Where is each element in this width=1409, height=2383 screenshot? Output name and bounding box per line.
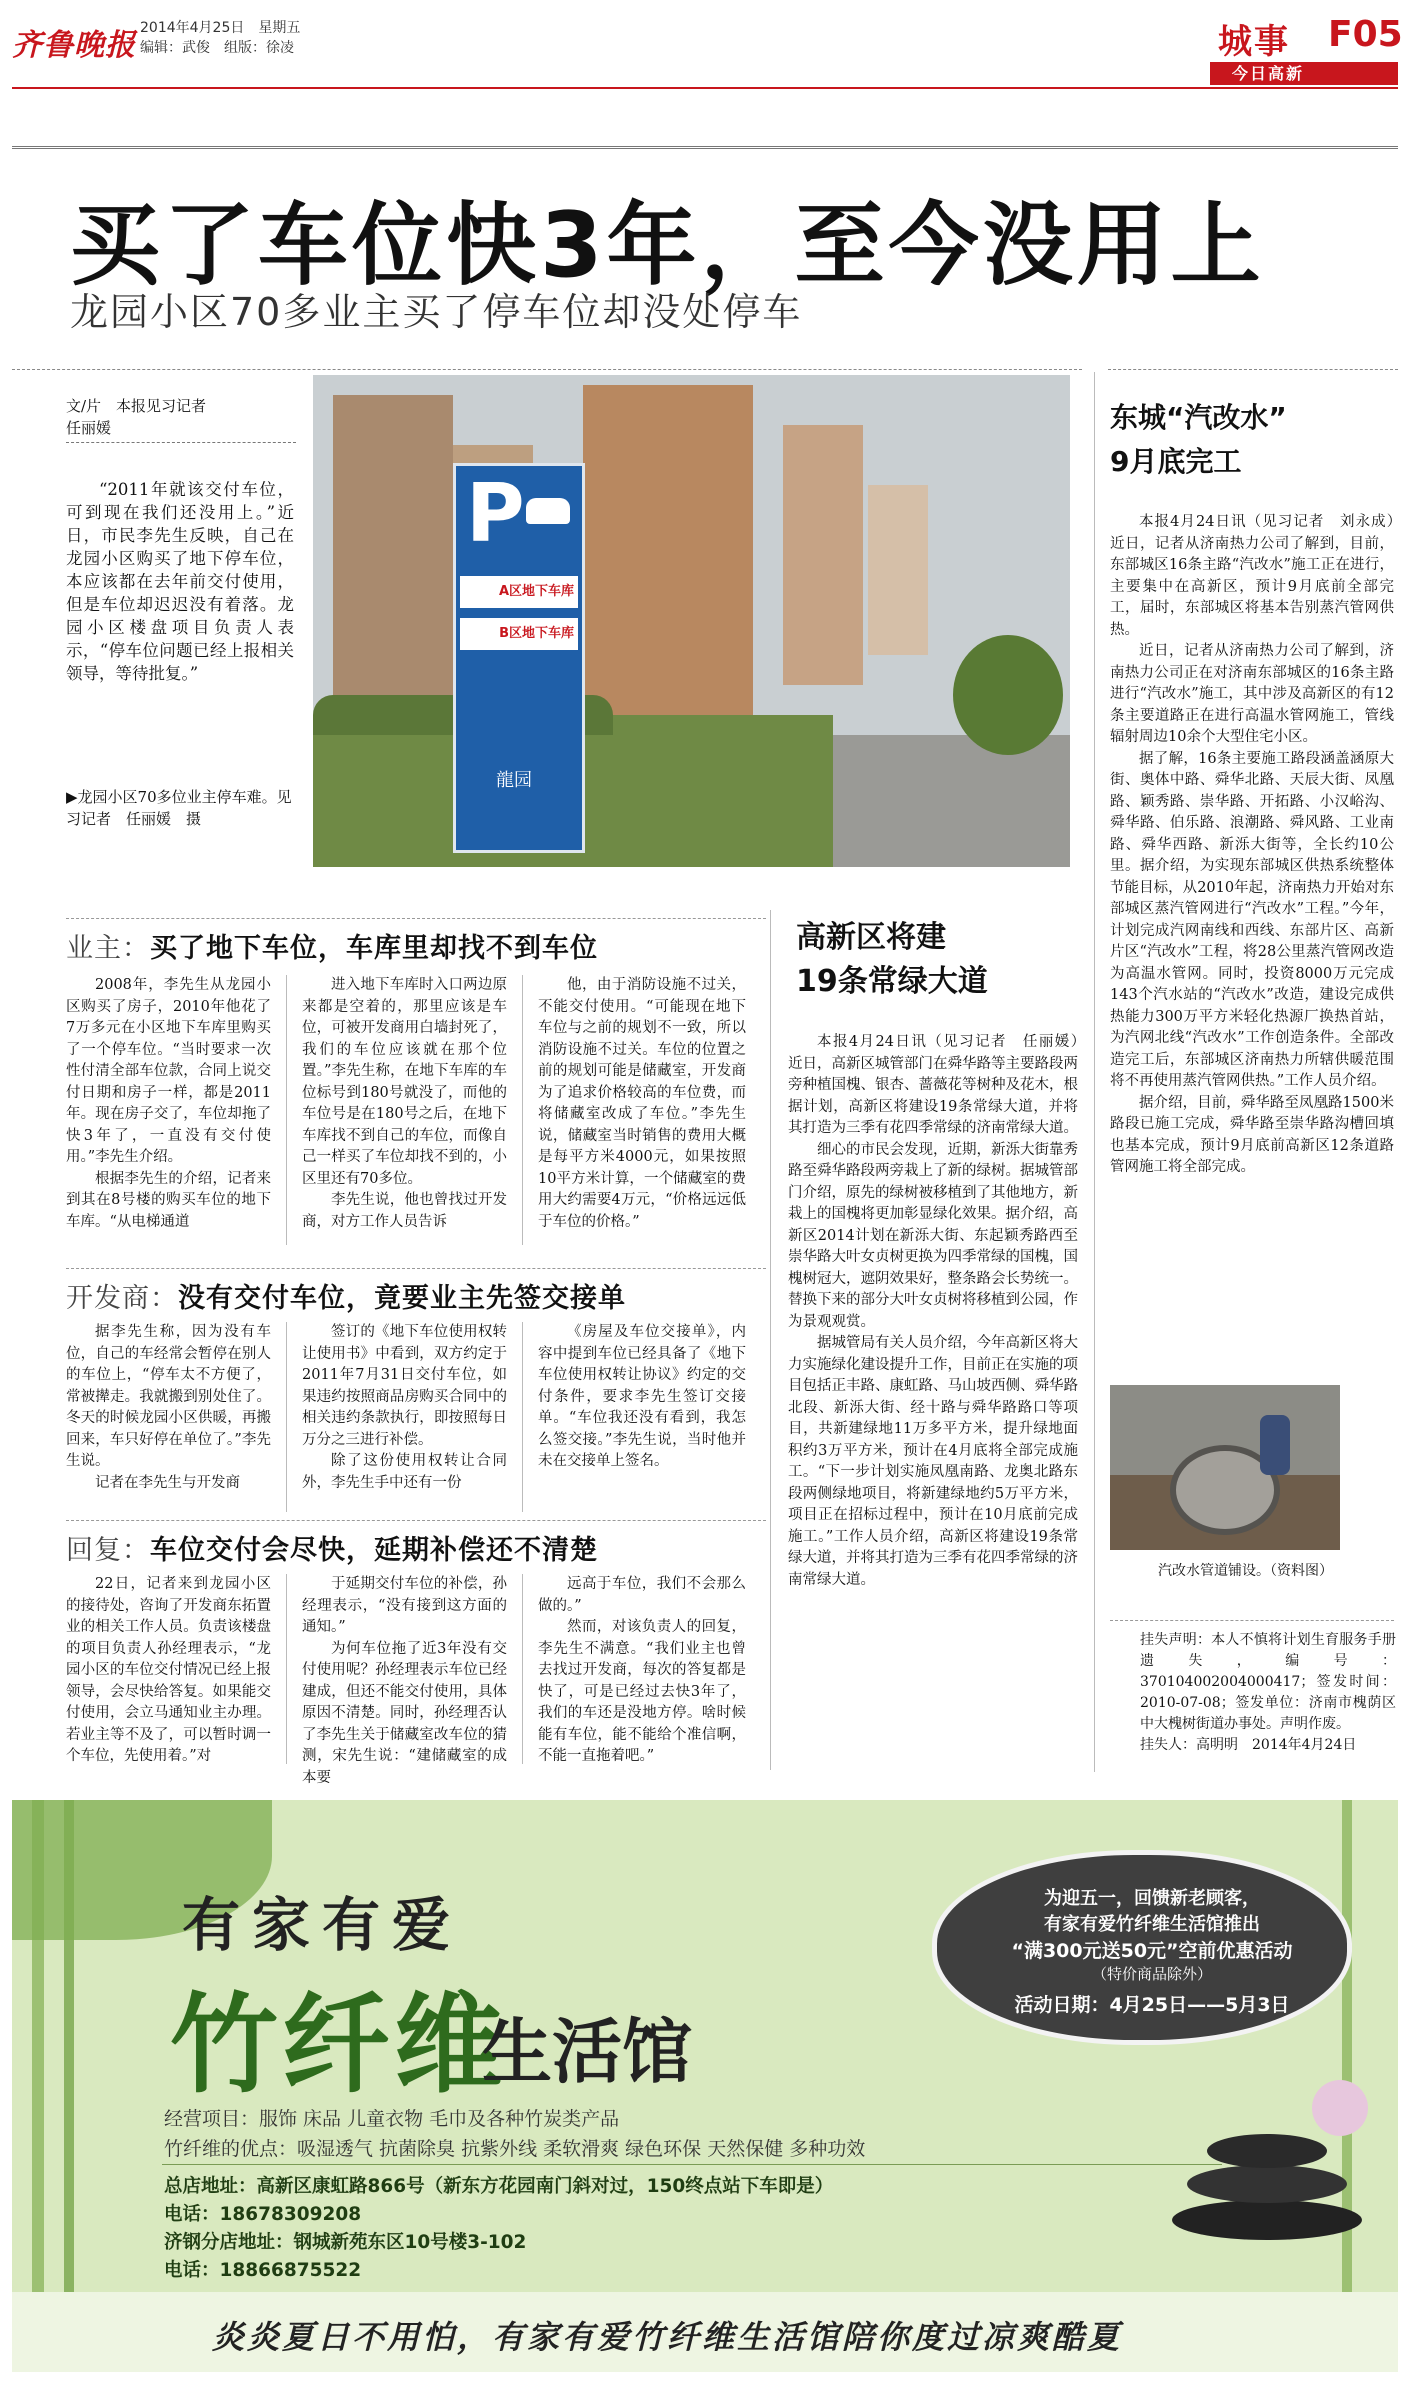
s1-c2-p1: 进入地下车库时入口两边原来都是空着的，那里应该是车位，可被开发商用白墙封死了，我们的车位应该就在那个位置。”李先生称，在地下车库的车位标号到180号就没了，而他的车位号是在180号之后，在地下车库找不到自己的车位，而像自己一样买了车位却找不到的，小区里还有70多位。 <box>302 977 507 1187</box>
s2-c1-p1: 据李先生称，因为没有车位，自己的车经常会暂停在别人的车位上，“停车太不方便了，常被撵走。我就搬到别处住了。冬天的时候龙园小区供暖，再搬回来，车只好停在单位了。”李先生说。 <box>66 1324 271 1469</box>
s3-c1-p1: 22日，记者来到龙园小区的接待处，咨询了开发商东拓置业的相关工作人员。负责该楼盘的项目负责人孙经理表示，“龙园小区的车位交付情况已经上报领导，会尽快给答复。如果能交付使用，会立马通知业主办理。若业主等不及了，可以暂时调一个车位，先使用着。”对 <box>66 1576 271 1764</box>
tree-right <box>953 635 1063 755</box>
lost-notice-sign: 挂失人：高明明 2014年4月24日 <box>1140 1737 1357 1753</box>
byline: 文/片 本报见习记者 任丽媛 <box>66 397 207 437</box>
building-far <box>868 485 928 655</box>
masthead-editors: 编辑：武俊 组版：徐凌 <box>140 40 294 56</box>
ad-brand-small: 生活馆 <box>482 2011 692 2093</box>
stone-3 <box>1207 2134 1327 2168</box>
sign-a: A区地下车库 <box>460 576 578 608</box>
s1-col3 <box>538 975 746 1233</box>
section1-head <box>66 926 598 965</box>
headline-rule <box>12 369 1082 370</box>
ad-banner <box>12 1800 1398 2372</box>
section2-rule <box>66 1268 766 1269</box>
section3-head <box>66 1528 598 1567</box>
s2-col2 <box>302 1322 507 1494</box>
section1-title: 买了地下车位，车库里却找不到车位 <box>150 933 598 964</box>
sign-brand: 龍园 <box>496 770 532 791</box>
section1-rule <box>66 918 766 919</box>
middle-p3: 据城管局有关人员介绍，今年高新区将大力实施绿化建设提升工作，目前正在实施的项目包括正丰路、康虹路、马山坡西侧、舜华路北段、新泺大街、经十路与舜华路路口等项目，共新建绿地11万多平方米，提升绿地面积约3万平方米，预计在4月底将全部完成施工。“下一步计划实施凤凰南路、龙奥北路东段两侧绿地项目，将新建绿地约5万平方米，项目正在招标过程中，预计在10月底前完成施工。”工作人员介绍，高新区将建设19条常绿大道，并将其打造为三季有花四季常绿的济南常绿大道。 <box>788 1335 1078 1588</box>
promo-line2: 有家有爱竹纤维生活馆推出 <box>1044 1914 1260 1935</box>
promo-line3: “满300元送50元”空前优惠活动 <box>1011 1940 1293 1962</box>
building-center <box>583 385 753 715</box>
s2-sep2 <box>522 1322 523 1512</box>
section2-head <box>66 1276 626 1315</box>
middle-body <box>788 1032 1093 1591</box>
ad-scope: 经营项目：服饰 床品 儿童衣物 毛巾及各种竹炭类产品 <box>164 2108 620 2130</box>
s3-col3 <box>538 1574 746 1768</box>
masthead-date: 2014年4月25日 星期五 <box>140 20 301 36</box>
stone-1 <box>1172 2200 1362 2240</box>
section-name: 城事 <box>1218 22 1290 62</box>
s1-col2 <box>302 975 507 1233</box>
building-right <box>783 425 863 685</box>
lead-intro: “2011年就该交付车位，可到现在我们还没用上。”近日，市民李先生反映，自己在龙园小区购买了地下停车位，本应该都在去年前交付使用，但是车位却迟迟没有着落。龙园小区楼盘项目负责人表示，“停车位问题已经上报相关领导，等待批复。” <box>66 480 294 683</box>
subsection-label: 今日高新 <box>1210 62 1398 85</box>
pipe-caption: 汽改水管道铺设。（资料图） <box>1158 1563 1333 1579</box>
right-left-rule <box>1094 372 1095 1772</box>
promo-line5: 活动日期：4月25日——5月3日 <box>1014 1994 1290 2016</box>
masthead-logo: 齐鲁晚报 <box>12 28 136 63</box>
s1-c1-p1: 2008年，李先生从龙园小区购买了房子，2010年他花了7万多元在小区地下车库里购买了一个停车位。“当时要求一次性付清全部车位款，合同上说交付日期和房子一样，都是2011年。现在房子交了，车位却拖了快3年了，一直没有交付使用。”李先生介绍。 <box>66 977 271 1165</box>
middle-p2: 细心的市民会发现，近期，新泺大街靠秀路至舜华路段两旁栽上了新的绿树。据城管部门介绍，原先的绿树被移植到了其他地方，新栽上的国槐将更加彰显绿化效果。据介绍，高新区2014计划在新泺大街、东起颖秀路西至崇华路大叶女贞树更换为四季常绿的国槐，国槐树冠大，遮阴效果好，整条路会长势统一。替换下来的部分大叶女贞树将移植到公园，作为景观观赏。 <box>788 1141 1078 1330</box>
section2-title: 没有交付车位，竟要业主先签交接单 <box>178 1283 626 1314</box>
masthead-rule <box>12 87 1398 89</box>
promo-line1: 为迎五一，回馈新老顾客， <box>1044 1888 1260 1909</box>
right-p2: 近日，记者从济南热力公司了解到，济南热力公司正在对济南东部城区的16条主路进行“汽改水”施工，其中涉及高新区的有12条主要道路正在进行高温水管网施工，管线辐射周边10余个大型住宅小区。 <box>1110 643 1394 745</box>
ad-rule <box>162 2164 1222 2165</box>
s2-c2-p1: 签订的《地下车位使用权转让使用书》中看到，双方约定于2011年7月31日交付车位，如果违约按照商品房购买合同中的相关违约条款执行，即按照每日万分之三进行补偿。 <box>302 1324 507 1448</box>
s2-c1-p2: 记者在李先生与开发商 <box>95 1474 240 1491</box>
lead-photo <box>313 375 1070 867</box>
s3-col1 <box>66 1574 271 1768</box>
building-left <box>333 395 453 695</box>
s2-col1 <box>66 1322 271 1494</box>
right-p3: 据了解，16条主要施工路段涵盖涵原大街、奥体中路、舜华北路、天辰大街、凤凰路、颖秀路、崇华路、开拓路、小汉峪沟、舜华路、伯乐路、浪潮路、舜风路、工业南路、舜华西路、新泺大街等，全长约10公里。据介绍，为实现东部城区供热系统整体节能目标，从2010年起，济南热力开始对东部城区蒸汽管网进行“汽改水”工程。”今年，计划完成汽网南线和西线、东部片区、高新片区“汽改水”工程，将28公里蒸汽管网改造为高温水管网。同时，投资8000万元完成143个汽水站的“汽改水”改造，建设完成供热能力300万平方米轻化热源厂换热首站，为汽网北线“汽改水”工作创造条件。全部改造完工后，东部城区济南热力所辖供暖范围将不再使用蒸汽管网供热。”工作人员介绍。 <box>1110 750 1394 1089</box>
stone-2 <box>1187 2165 1347 2203</box>
section3-prefix: 回复： <box>66 1535 150 1566</box>
section1-prefix: 业主： <box>66 933 150 964</box>
right-headline: 东城“汽改水” 9月底完工 <box>1110 401 1287 478</box>
s3-c3-p1: 远高于车位，我们不会那么做的。” <box>538 1576 746 1614</box>
photo-caption: ▶龙园小区70多位业主停车难。见习记者 任丽媛 摄 <box>66 788 292 828</box>
s1-col1 <box>66 975 271 1233</box>
middle-left-rule <box>770 910 771 1770</box>
ad-tel2: 电话：18866875522 <box>164 2260 362 2281</box>
middle-p1: 本报4月24日讯（见习记者 任丽媛） 近日，高新区城管部门在舜华路等主要路段两旁种植国槐、银杏、蔷薇花等树种及花木，根据计划，高新区将建设19条常绿大道，并将其打造为三季有花四季常绿的济南常绿大道。 <box>788 1034 1093 1136</box>
main-headline: 买了车位快3年，至今没用上 <box>70 193 1265 298</box>
right-top-rule <box>1108 369 1398 370</box>
worker <box>1260 1415 1290 1475</box>
section2-prefix: 开发商： <box>66 1283 178 1314</box>
s3-c2-p2: 为何车位拖了近3年没有交付使用呢？孙经理表示车位已经建成，但还不能交付使用，具体原因不清楚。同时，孙经理否认了李先生关于储藏室改车位的猜测，宋先生说：“建储藏室的成本要 <box>302 1640 507 1786</box>
s1-sep1 <box>286 975 287 1245</box>
section3-title: 车位交付会尽快，延期补偿还不清楚 <box>150 1535 598 1566</box>
orchid <box>1312 2080 1368 2136</box>
s1-c1-p2: 根据李先生的介绍，记者来到其在8号楼的购买车位的地下车库。“从电梯通道 <box>66 1170 271 1230</box>
sign-b: B区地下车库 <box>460 618 578 650</box>
s2-c2-p2: 除了这份使用权转让合同外，李先生手中还有一份 <box>302 1453 507 1491</box>
notice-rule <box>1110 1620 1394 1621</box>
s1-sep2 <box>522 975 523 1245</box>
right-p1: 本报4月24日讯（见习记者 刘永成） 近日，记者从济南热力公司了解到，目前，东部城区16条主路“汽改水”施工正在进行，主要集中在高新区，预计9月底前全部完工，届时，东部城区将基本告别蒸汽管网供热。 <box>1110 514 1409 638</box>
s2-c3-p1: 《房屋及车位交接单》，内容中提到车位已经具备了《地下车位使用权转让协议》约定的交付条件，要求李先生签订交接单。“车位我还没有看到，我怎么签交接。”李先生说，当时他并未在交接单上签名。 <box>538 1324 746 1469</box>
top-rule <box>12 146 1398 149</box>
main-subheadline: 龙园小区70多业主买了停车位却没处停车 <box>70 290 803 334</box>
s3-c2-p1: 于延期交付车位的补偿，孙经理表示，“没有接到这方面的通知。” <box>302 1576 507 1635</box>
section3-rule <box>66 1520 766 1521</box>
ad-footer: 炎炎夏日不用怕，有家有爱竹纤维生活馆陪你度过凉爽酷夏 <box>212 2318 1123 2356</box>
s3-col2 <box>302 1574 507 1789</box>
page-number: F05 <box>1328 14 1403 55</box>
right-body <box>1110 512 1409 1179</box>
ad-slogan-top: 有家有爱 <box>182 1891 463 1959</box>
ad-merits: 竹纤维的优点：吸湿透气 抗菌除臭 抗紫外线 柔软滑爽 绿色环保 天然保健 多种功效 <box>164 2138 866 2160</box>
car-icon <box>526 498 570 524</box>
s1-c3-p1: 他，由于消防设施不过关，不能交付使用。“可能现在地下车位与之前的规划不一致，所以消防设施不过关。车位的位置之前的规划可能是储藏室，开发商为了追求价格较高的车位费，而将储藏室改成了车位。”李先生说，储藏室当时销售的费用大概是每平方米4000元，如果按照10平方米计算，一个储藏室的费用大约需要4万元，“价格远远低于车位的价格。” <box>538 977 746 1230</box>
ad-brand-big: 竹纤维 <box>170 1983 507 2108</box>
s3-sep2 <box>522 1574 523 1764</box>
sign-letter: P <box>466 467 525 560</box>
s2-col3 <box>538 1322 746 1473</box>
s3-c3-p2: 然而，对该负责人的回复，李先生不满意。“我们业主也曾去找过开发商，每次的答复都是快了，可是已经过去快3年了，我们的车还是没地方停。啥时候能有车位，能不能给个准信啊，不能一直拖着吧。” <box>538 1619 746 1764</box>
ad-addr1: 总店地址：高新区康虹路866号（新东方花园南门斜对过，150终点站下车即是） <box>164 2176 834 2197</box>
ad-addr2: 济钢分店地址：钢城新苑东区10号楼3-102 <box>164 2232 527 2253</box>
s2-sep1 <box>286 1322 287 1512</box>
lost-notice: 挂失声明：本人不慎将计划生育服务手册遗失，编号：370104002004000417；签发时间：2010-07-08；签发单位：济南市槐荫区中大槐树街道办事处。声明作废。 <box>1140 1632 1396 1732</box>
right-p4: 据介绍，目前，舜华路至凤凰路1500米路段已施工完成，舜华路至崇华路沟槽回填也基本完成，预计9月底前高新区12条道路管网施工将全部完成。 <box>1110 1094 1394 1175</box>
pipe-photo <box>1110 1385 1340 1550</box>
parking-sign <box>453 463 585 853</box>
middle-headline: 高新区将建 19条常绿大道 <box>796 920 988 999</box>
byline-rule <box>66 442 296 443</box>
ad-tel1: 电话：18678309208 <box>164 2204 362 2225</box>
s3-sep1 <box>286 1574 287 1764</box>
promo-line4: （特价商品除外） <box>1091 1965 1212 1983</box>
s1-c2-p2: 李先生说，他也曾找过开发商，对方工作人员告诉 <box>302 1192 507 1230</box>
